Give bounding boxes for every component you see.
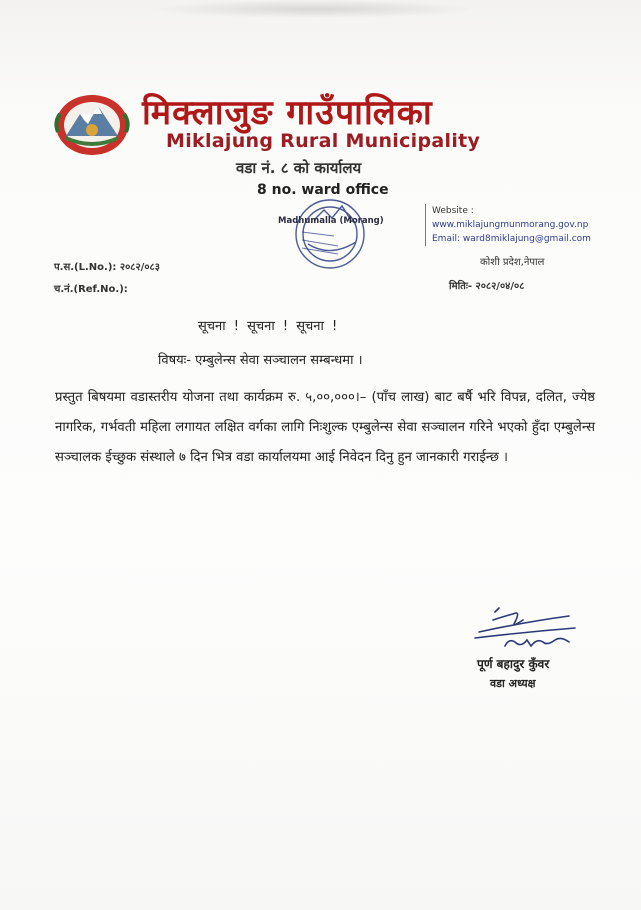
ward-office-english: 8 no. ward office xyxy=(257,182,389,198)
signatory-name: पूर्ण बहादुर कुँवर xyxy=(477,657,550,671)
municipality-name-nepali: मिक्लाजुङ गाउँपालिका xyxy=(142,93,433,133)
show-through-bleed xyxy=(150,0,480,18)
website-label: Website : xyxy=(432,206,474,216)
province-text: कोशी प्रदेश,नेपाल xyxy=(480,257,545,268)
office-stamp xyxy=(272,192,400,272)
municipality-emblem-icon xyxy=(52,92,132,158)
letter-date: मितिः- २०८२/०४/०८ xyxy=(449,281,525,292)
stamp-text: Madhumalla (Morang) xyxy=(278,216,384,226)
notice-heading: सूचना ! सूचना ! सूचना ! xyxy=(198,319,338,334)
email-link[interactable]: Email: ward8miklajung@gmail.com xyxy=(432,234,591,244)
handwritten-signature xyxy=(465,602,595,660)
municipality-name-english: Miklajung Rural Municipality xyxy=(166,130,481,152)
ward-office-nepali: वडा नं. ८ को कार्यालय xyxy=(236,159,362,177)
contact-block xyxy=(425,204,591,246)
website-link[interactable]: www.miklajungmunmorang.gov.np xyxy=(432,220,589,230)
reference-number: च.नं.(Ref.No.): xyxy=(54,284,128,295)
notice-body: प्रस्तुत बिषयमा वडास्तरीय योजना तथा कार्यक्रम रु. ५,००,०००।– (पाँच लाख) बाट बर्षै भरि विपन्न, दलित, ज्येष्ठ नागरिक, गर्भवती महिला लगायत लक्षित वर्गका लागि निःशुल्क एम्बुलेन्स सेवा सञ्चालन गरिने भएको हुँदा एम्बुलेन्स सञ्चालक ईच्छुक संस्थाले ७ दिन भित्र वडा कार्यालयमा आई निवेदन दिनु हुन जानकारी गराईन्छ । xyxy=(55,390,595,465)
subject-line: विषयः- एम्बुलेन्स सेवा सञ्चालन सम्बन्धमा । xyxy=(158,353,363,368)
signatory-title: वडा अध्यक्ष xyxy=(490,677,536,690)
letter-number: प.स.(L.No.): २०८२/०८३ xyxy=(54,262,160,273)
